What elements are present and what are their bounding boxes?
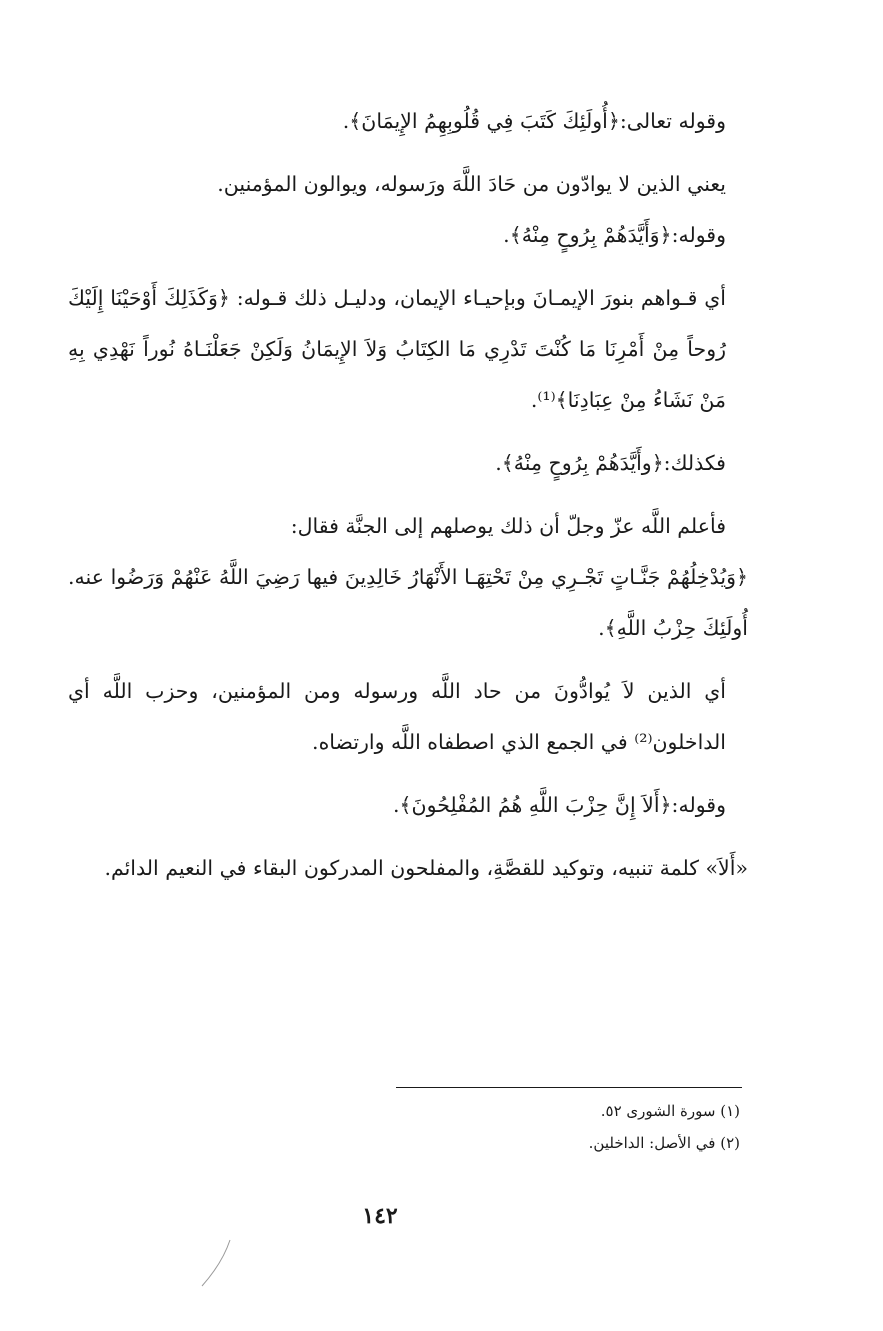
pencil-stroke-mark (196, 1238, 236, 1290)
paragraph-10: «أَلاَ» كلمة تنبيه، وتوكيد للقصَّةِ، والمفلحون المدركون البقاء في النعيم الدائم. (104, 856, 748, 880)
paragraph-1: وقوله تعالى:﴿أُولَئِكَ كَتَبَ فِي قُلُوبِهِمُ الإِيمَانَ﴾. (342, 109, 726, 133)
page-number: ١٤٢ (362, 1203, 398, 1229)
page-body (68, 96, 748, 894)
footnote-2: (٢) في الأصل: الداخلين. (588, 1134, 740, 1152)
paragraph-8: أي الذين لاَ يُوادُّونَ من حاد اللَّه ورسوله ومن المؤمنين، وحزب اللَّه أي الداخلون⁽²⁾ في الجمع الذي اصطفاه اللَّه وارتضاه. (68, 679, 726, 754)
paragraph-9: وقوله:﴿أَلاَ إِنَّ حِزْبَ اللَّهِ هُمُ المُفْلِحُونَ﴾. (393, 793, 726, 817)
paragraph-6: فأعلم اللَّه عزّ وجلّ أن ذلك يوصلهم إلى الجنَّة فقال: (290, 514, 726, 538)
paragraph-4: أي قـواهم بنورَ الإيمـانَ وبإحيـاء الإيمان، ودليـل ذلك قـوله: ﴿وَكَذَلِكَ أَوْحَيْنَا إِلَيْكَ رُوحاً مِنْ أَمْرِنَا مَا كُنْتَ تَدْرِي مَا الكِتَابُ وَلاَ الإِيمَانُ وَلَكِنْ جَعَلْنَـاهُ نُوراً نَهْدِي بِهِ مَنْ نَشَاءُ مِنْ عِبَادِنَا﴾⁽¹⁾. (68, 286, 726, 412)
paragraph-7: ﴿وَيُدْخِلُهُمْ جَنَّـاتٍ تَجْـرِي مِنْ تَحْتِهَـا الأَنْهَارُ خَالِدِينَ فيها رَضِيَ اللَّهُ عَنْهُمْ وَرَضُوا عنه. أُولَئِكَ حِزْبُ اللَّهِ﴾. (68, 565, 748, 640)
paragraph-3: وقوله:﴿وَأَيَّدَهُمْ بِرُوحٍ مِنْهُ﴾. (503, 223, 726, 247)
paragraph-2: يعني الذين لا يوادّون من حَادَ اللَّهَ ورَسوله، ويوالون المؤمنين. (217, 172, 726, 196)
footnote-1: (١) سورة الشورى ٥٢. (600, 1102, 740, 1120)
paragraph-5: فكذلك:﴿وأَيَّدَهُمْ بِرُوحٍ مِنْهُ﴾. (495, 451, 726, 475)
footnotes (460, 1095, 740, 1159)
footnote-separator (396, 1087, 742, 1088)
